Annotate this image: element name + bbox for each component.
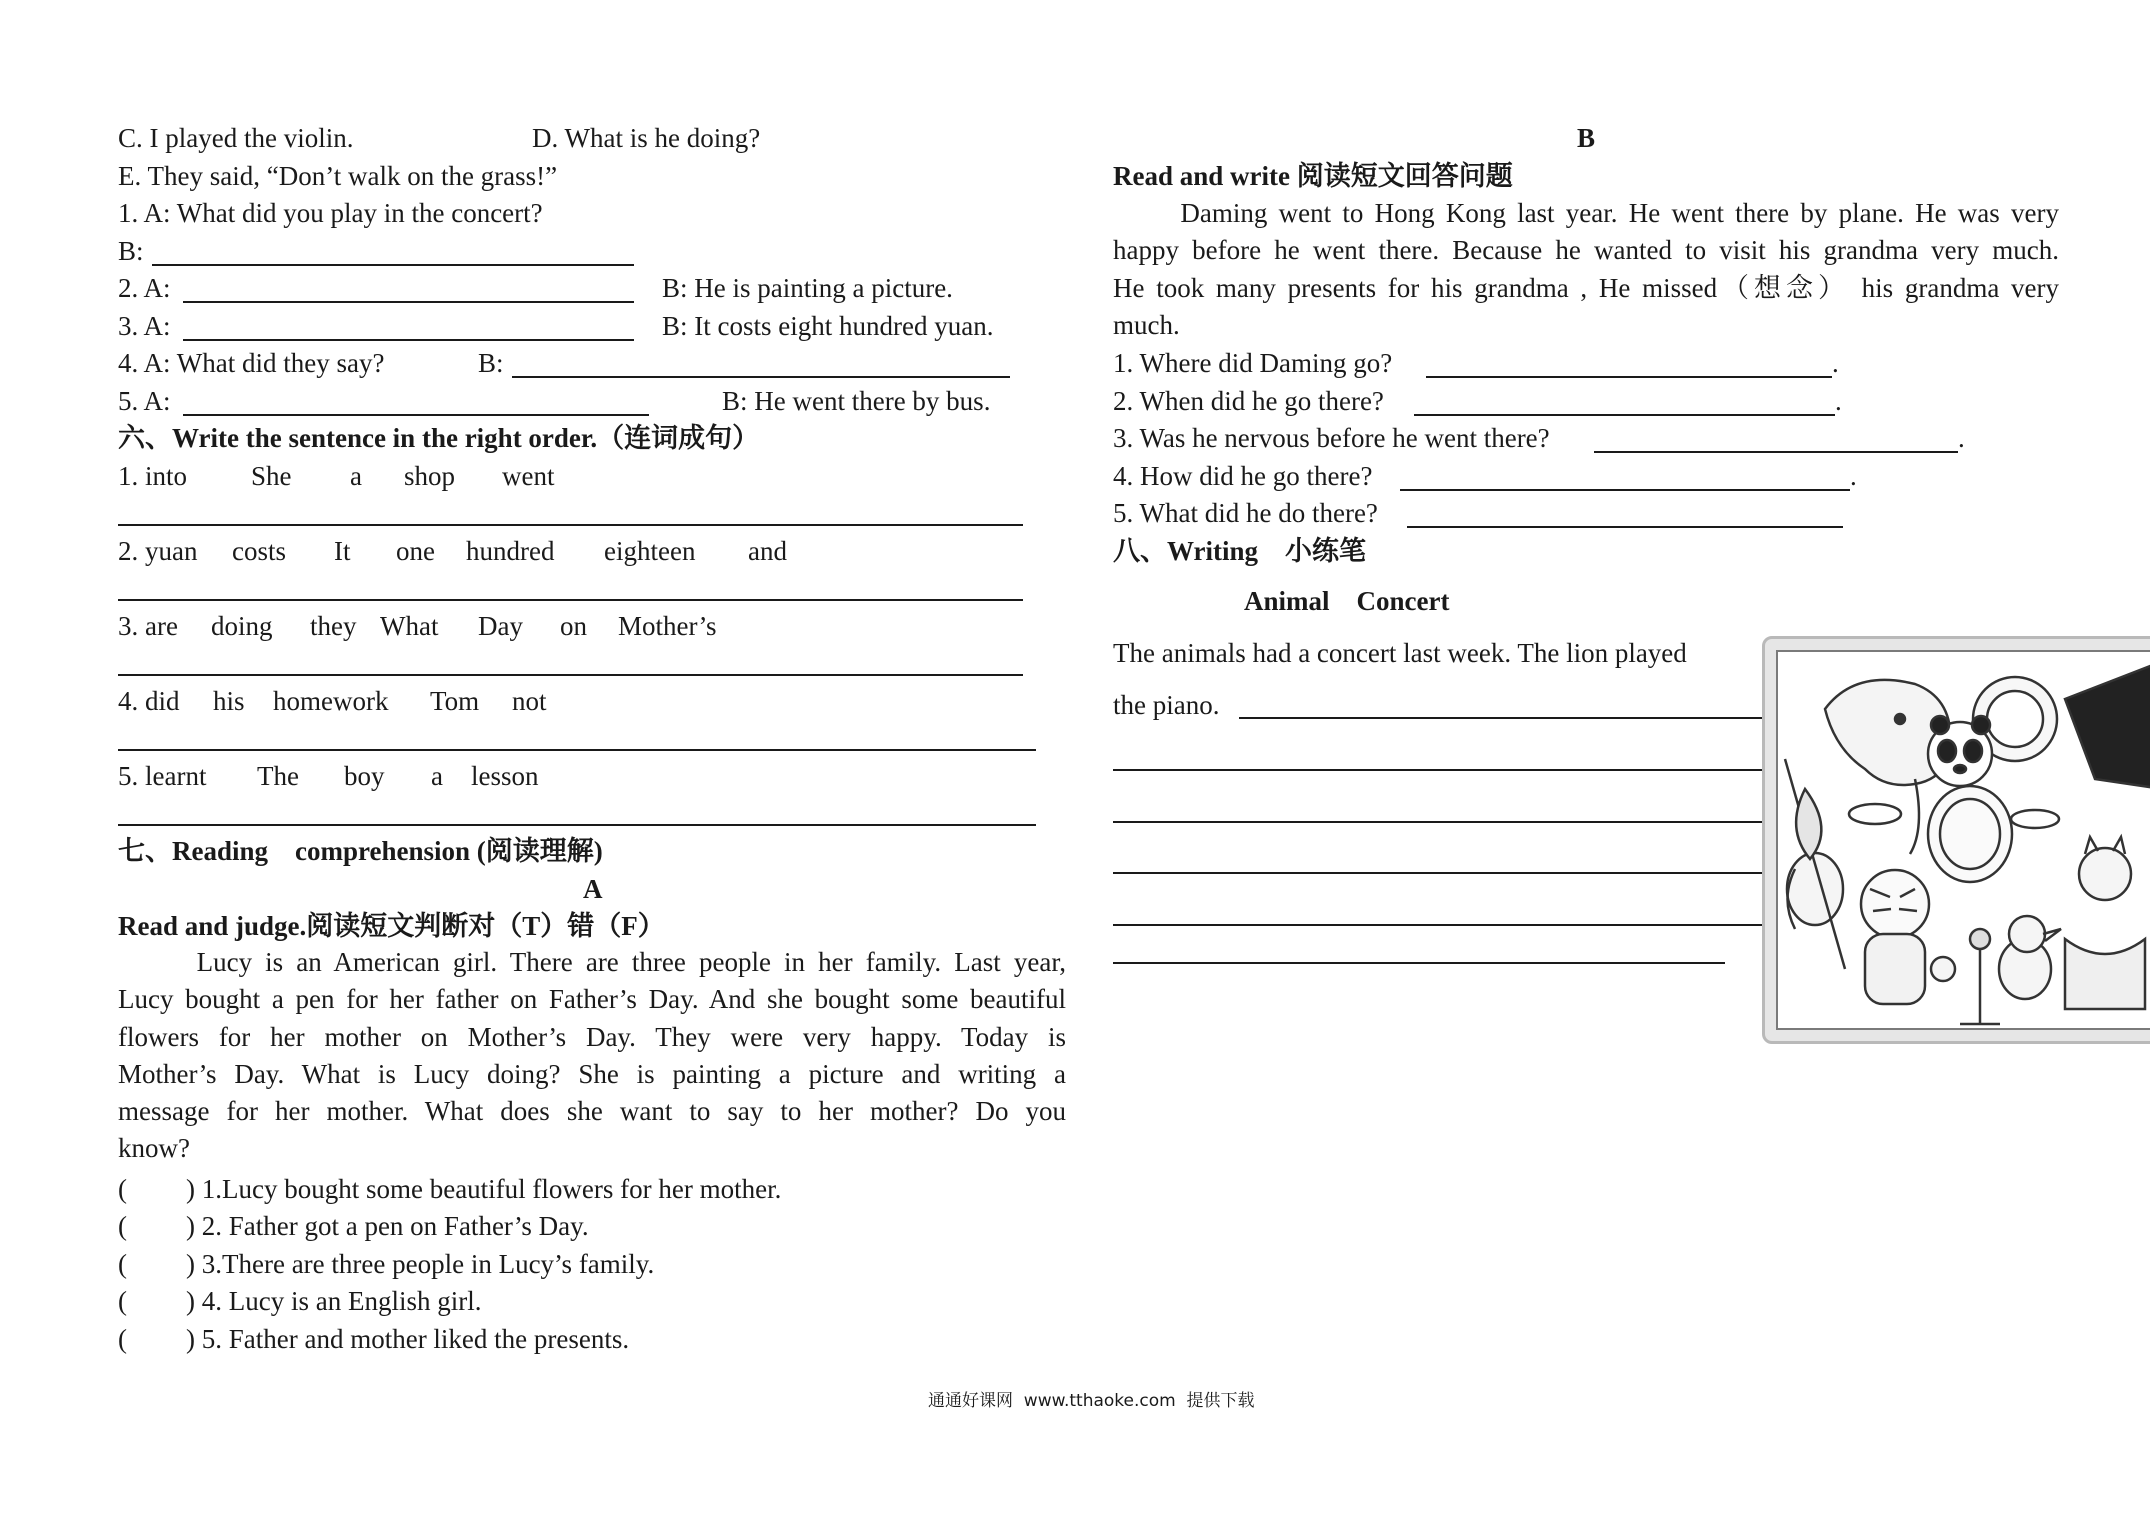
option-e: E. They said, “Don’t walk on the grass!” <box>118 161 558 191</box>
word: What <box>380 611 439 641</box>
question-1-answer-line[interactable] <box>1426 376 1832 378</box>
passage-line: Mother’s Day. What is Lucy doing? She is painting a picture and writing a <box>118 1058 1066 1089</box>
question-2-period: . <box>1835 386 1842 416</box>
question-4: 4. How did he go there? <box>1113 461 1373 491</box>
passage-line: message for her mother. What does she want to say to her mother? Do you <box>118 1096 1066 1127</box>
writing-line-2[interactable] <box>1113 769 1762 771</box>
judge-item-1: ) 1.Lucy bought some beautiful flowers for her mother. <box>186 1174 782 1204</box>
dialogue-1-b-label: B: <box>118 236 144 266</box>
word: Mother’s <box>618 611 717 641</box>
animal-concert-illustration <box>1762 636 2150 1044</box>
passage-line: Lucy bought a pen for her father on Father’s Day. And she bought some beautiful <box>118 984 1066 1015</box>
question-1: 1. Where did Daming go? <box>1113 348 1393 378</box>
part-a-instruction: Read and judge.阅读短文判断对（T）错（F） <box>118 911 665 941</box>
word: The <box>257 761 299 791</box>
order-answer-line-5[interactable] <box>118 824 1036 826</box>
writing-line-4[interactable] <box>1113 872 1762 874</box>
word: they <box>310 611 357 641</box>
word: lesson <box>471 761 539 791</box>
dialogue-4-question: 4. A: What did they say? <box>118 348 385 378</box>
passage-line: happy before he went there. Because he wanted to visit his grandma very much. <box>1113 235 2059 266</box>
section-8-title: 八、Writing 小练笔 <box>1113 536 1367 566</box>
order-answer-line-2[interactable] <box>118 599 1023 601</box>
word: 1. into <box>118 461 188 491</box>
passage-line: much. <box>1113 309 1180 340</box>
animal-concert-icon <box>1765 639 2150 1041</box>
writing-line-5[interactable] <box>1113 924 1762 926</box>
passage-line: Lucy is an American girl. There are three people in her family. Last year, <box>118 947 1066 977</box>
option-d: D. What is he doing? <box>532 123 761 153</box>
word: It <box>334 536 351 566</box>
option-c: C. I played the violin. <box>118 123 354 153</box>
writing-line-6[interactable] <box>1113 962 1725 964</box>
word: costs <box>232 536 286 566</box>
part-b-instruction: Read and write 阅读短文回答问题 <box>1113 161 1513 191</box>
dialogue-5-a-label: 5. A: <box>118 386 171 416</box>
judge-paren-1[interactable]: ( <box>118 1174 127 1204</box>
word: one <box>396 536 435 566</box>
passage-line: Daming went to Hong Kong last year. He went there by plane. He was very <box>1113 198 2059 228</box>
order-answer-line-3[interactable] <box>118 674 1023 676</box>
word: a <box>350 461 362 491</box>
question-3-period: . <box>1958 423 1965 453</box>
question-5: 5. What did he do there? <box>1113 498 1378 528</box>
word: homework <box>273 686 389 716</box>
order-answer-line-1[interactable] <box>118 524 1023 526</box>
question-3-answer-line[interactable] <box>1594 451 1958 453</box>
writing-line-3[interactable] <box>1113 821 1762 823</box>
question-4-period: . <box>1850 461 1857 491</box>
word: boy <box>344 761 385 791</box>
word: Tom <box>430 686 480 716</box>
order-answer-line-4[interactable] <box>118 749 1036 751</box>
word: 2. yuan <box>118 536 198 566</box>
order-item-4 <box>118 688 547 715</box>
dialogue-3-answer: B: It costs eight hundred yuan. <box>662 311 994 341</box>
dialogue-1-question: 1. A: What did you play in the concert? <box>118 198 543 228</box>
dialogue-2-answer: B: He is painting a picture. <box>662 273 953 303</box>
word: 5. learnt <box>118 761 207 791</box>
word: Day <box>478 611 523 641</box>
judge-paren-5[interactable]: ( <box>118 1324 127 1354</box>
part-b-heading: B <box>1577 123 1596 153</box>
word: on <box>560 611 587 641</box>
section-7-title: 七、Reading comprehension (阅读理解) <box>118 836 603 866</box>
judge-paren-3[interactable]: ( <box>118 1249 127 1279</box>
judge-item-2: ) 2. Father got a pen on Father’s Day. <box>186 1211 589 1241</box>
question-4-answer-line[interactable] <box>1400 489 1850 491</box>
question-1-period: . <box>1832 348 1839 378</box>
judge-item-5: ) 5. Father and mother liked the presents. <box>186 1324 630 1354</box>
order-item-3 <box>118 613 717 640</box>
writing-prompt-line-2: the piano. <box>1113 690 1220 720</box>
writing-title: Animal Concert <box>1244 586 1450 616</box>
passage-line: know? <box>118 1133 190 1164</box>
dialogue-1-answer-line[interactable] <box>152 264 634 266</box>
order-item-1 <box>118 463 554 490</box>
part-a-heading: A <box>583 874 603 904</box>
dialogue-3-a-label: 3. A: <box>118 311 171 341</box>
word: his <box>213 686 245 716</box>
word: She <box>251 461 292 491</box>
word: 3. are <box>118 611 178 641</box>
dialogue-4-answer-line[interactable] <box>512 376 1010 378</box>
section-6-title: 六、Write the sentence in the right order.（连词成句） <box>118 423 760 453</box>
dialogue-5-answer-line[interactable] <box>183 414 649 416</box>
word: shop <box>404 461 456 491</box>
word: a <box>431 761 443 791</box>
passage-line: He took many presents for his grandma , He missed（想念） his grandma very <box>1113 272 2059 303</box>
dialogue-3-answer-line[interactable] <box>183 339 634 341</box>
word: eighteen <box>604 536 696 566</box>
word: 4. did <box>118 686 180 716</box>
word: hundred <box>466 536 555 566</box>
dialogue-2-a-label: 2. A: <box>118 273 171 303</box>
writing-line-1[interactable] <box>1239 717 1762 719</box>
judge-item-4: ) 4. Lucy is an English girl. <box>186 1286 482 1316</box>
dialogue-2-answer-line[interactable] <box>183 301 634 303</box>
question-2: 2. When did he go there? <box>1113 386 1384 416</box>
passage-b <box>1113 195 2059 344</box>
question-5-answer-line[interactable] <box>1407 526 1843 528</box>
passage-line: flowers for her mother on Mother’s Day. They were very happy. Today is <box>118 1021 1066 1052</box>
writing-prompt-line-1: The animals had a concert last week. The lion played <box>1113 638 1687 668</box>
dialogue-5-answer: B: He went there by bus. <box>722 386 991 416</box>
question-2-answer-line[interactable] <box>1414 414 1835 416</box>
order-item-2 <box>118 538 787 565</box>
word: not <box>512 686 547 716</box>
word: and <box>748 536 787 566</box>
dialogue-4-b-label: B: <box>478 348 504 378</box>
word: doing <box>211 611 273 641</box>
word: went <box>502 461 555 491</box>
judge-paren-4[interactable]: ( <box>118 1286 127 1316</box>
passage-a <box>118 944 1066 1168</box>
order-item-5 <box>118 763 539 790</box>
judge-item-3: ) 3.There are three people in Lucy’s family. <box>186 1249 655 1279</box>
judge-paren-2[interactable]: ( <box>118 1211 127 1241</box>
question-3: 3. Was he nervous before he went there? <box>1113 423 1550 453</box>
footer-source: 通通好课网 www.tthaoke.com 提供下载 <box>928 1391 1255 1411</box>
